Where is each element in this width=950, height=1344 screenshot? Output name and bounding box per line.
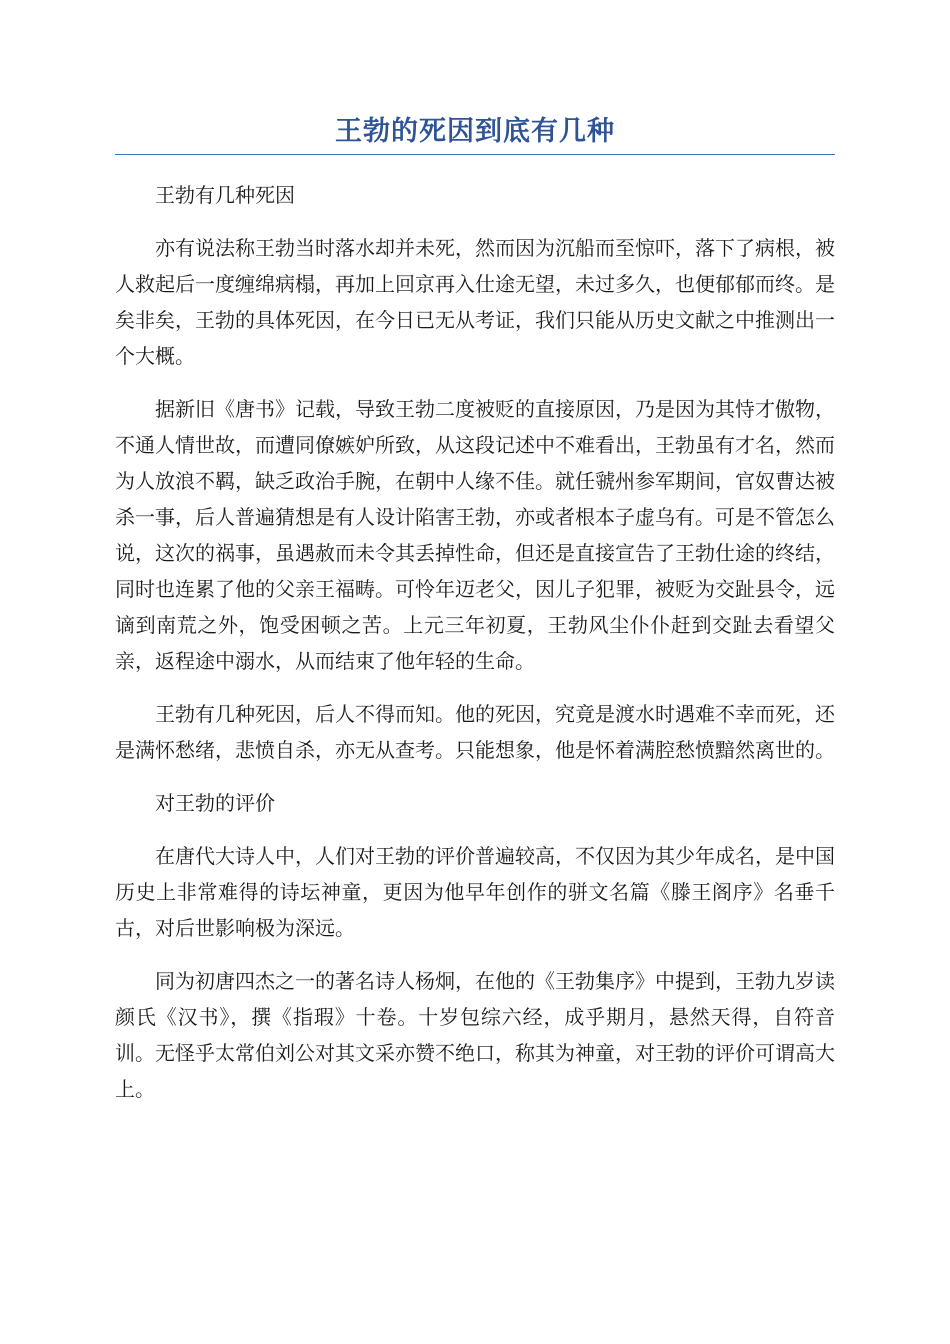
document-title: 王勃的死因到底有几种	[115, 112, 835, 155]
subheading-death-causes: 王勃有几种死因	[155, 183, 295, 207]
body-paragraph: 亦有说法称王勃当时落水却并未死，然而因为沉船而至惊吓，落下了病根，被人救起后一度缠绵病榻，再加上回京再入仕途无望，未过多久，也便郁郁而终。是矣非矣，王勃的具体死因，在今日已无从考证，我们只能从历史文献之中推测出一个大概。	[115, 236, 835, 368]
body-paragraph: 在唐代大诗人中，人们对王勃的评价普遍较高，不仅因为其少年成名，是中国历史上非常难得的诗坛神童，更因为他早年创作的骈文名篇《滕王阁序》名垂千古，对后世影响极为深远。	[115, 844, 835, 940]
document-body	[115, 177, 835, 1107]
subheading-evaluation: 对王勃的评价	[155, 791, 275, 815]
document-page	[115, 112, 835, 1124]
body-paragraph: 据新旧《唐书》记载，导致王勃二度被贬的直接原因，乃是因为其恃才傲物，不通人情世故，而遭同僚嫉妒所致，从这段记述中不难看出，王勃虽有才名，然而为人放浪不羁，缺乏政治手腕，在朝中人缘不佳。就任虢州参军期间，官奴曹达被杀一事，后人普遍猜想是有人设计陷害王勃，亦或者根本子虚乌有。可是不管怎么说，这次的祸事，虽遇赦而未令其丢掉性命，但还是直接宣告了王勃仕途的终结，同时也连累了他的父亲王福畴。可怜年迈老父，因儿子犯罪，被贬为交趾县令，远谪到南荒之外，饱受困顿之苦。上元三年初夏，王勃风尘仆仆赶到交趾去看望父亲，返程途中溺水，从而结束了他年轻的生命。	[115, 397, 835, 673]
body-paragraph: 同为初唐四杰之一的著名诗人杨炯，在他的《王勃集序》中提到，王勃九岁读颜氏《汉书》，撰《指瑕》十卷。十岁包综六经，成乎期月，悬然天得，自符音训。无怪乎太常伯刘公对其文采亦赞不绝口，称其为神童，对王勃的评价可谓高大上。	[115, 969, 835, 1101]
body-paragraph: 王勃有几种死因，后人不得而知。他的死因，究竟是渡水时遇难不幸而死，还是满怀愁绪，悲愤自杀，亦无从查考。只能想象，他是怀着满腔愁愤黯然离世的。	[115, 702, 835, 762]
